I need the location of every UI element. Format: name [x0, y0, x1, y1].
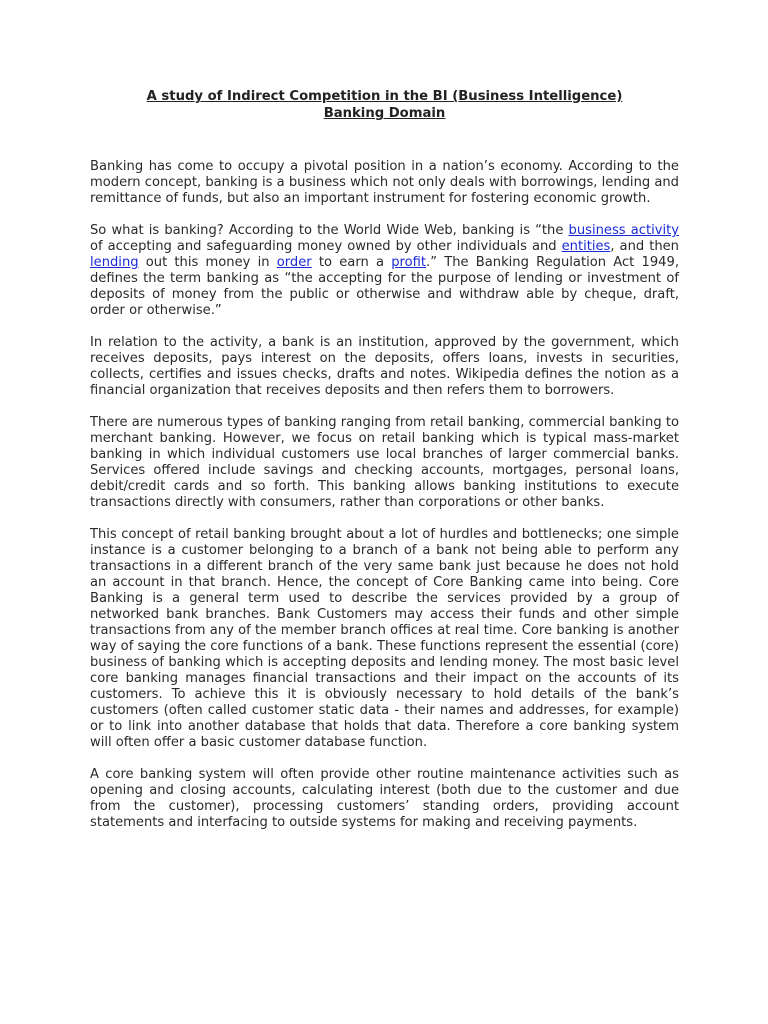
paragraph-6: A core banking system will often provide other routine maintenance activities such as opening and closing accounts, calculating interest (both due to the customer and due from the customer), processing customers’ standing orders, providing account statements and interfacing to outside systems for making and receiving payments. — [90, 767, 679, 830]
link-entities[interactable]: entities — [561, 239, 611, 254]
paragraph-5: This concept of retail banking brought about a lot of hurdles and bottlenecks; one simple instance is a customer belonging to a branch of a bank not being able to perform any transactions in a different branch of the very same bank just because he does not hold an account in that branch. Hence, the concept of Core Banking came into being. Core Banking is a general term used to describe the services provided by a group of networked bank branches. Bank Customers may access their funds and other simple transactions from any of the member branch offices at real time. Core banking is another way of saying the core functions of a bank. These functions represent the essential (core) business of banking which is accepting deposits and lending money. The most basic level core banking manages financial transactions and their impact on the accounts of its customers. To achieve this it is obviously necessary to hold details of the bank’s customers (often called customer static data - their names and addresses, for example) or to link into another database that holds that data. Therefore a core banking system will often offer a basic customer database function. — [90, 527, 679, 750]
paragraph-2-text: of accepting and safeguarding money owned by other individuals and — [90, 239, 562, 254]
paragraph-1: Banking has come to occupy a pivotal position in a nation’s economy. According to the modern concept, banking is a business which not only deals with borrowings, lending and remittance of funds, but also an important instrument for fostering economic growth. — [90, 159, 679, 206]
link-lending[interactable]: lending — [90, 255, 139, 270]
title-line-1: A study of Indirect Competition in the BI (Business Intelligence) — [146, 89, 623, 104]
page-title — [90, 88, 679, 122]
paragraph-3: In relation to the activity, a bank is an institution, approved by the government, which receives deposits, pays interest on the deposits, offers loans, invests in securities, collects, certifies and issues checks, drafts and notes. Wikipedia defines the notion as a financial organization that receives deposits and then refers them to borrowers. — [90, 335, 679, 398]
paragraph-2 — [90, 223, 679, 319]
title-line-2: Banking Domain — [323, 106, 446, 121]
paragraph-2-text: .” The Banking Regulation Act 1949, defines the term banking as “the accepting for the purpose of lending or investment of deposits of money from the public or otherwise and withdraw able by cheque, draft, order or otherwise.” — [90, 255, 679, 318]
paragraph-2-text: So what is banking? According to the World Wide Web, banking is “the — [90, 223, 569, 238]
link-business-activity[interactable]: business activity — [568, 223, 680, 238]
link-order[interactable]: order — [276, 255, 312, 270]
paragraph-2-text: , and then — [610, 239, 679, 254]
link-profit[interactable]: profit — [391, 255, 427, 270]
paragraph-2-text: out this money in — [138, 255, 277, 270]
paragraph-2-text: to earn a — [311, 255, 392, 270]
paragraph-4: There are numerous types of banking ranging from retail banking, commercial banking to merchant banking. However, we focus on retail banking which is typical mass-market banking in which individual customers use local branches of larger commercial banks. Services offered include savings and checking accounts, mortgages, personal loans, debit/credit cards and so forth. This banking allows banking institutions to execute transactions directly with consumers, rather than corporations or other banks. — [90, 415, 679, 510]
